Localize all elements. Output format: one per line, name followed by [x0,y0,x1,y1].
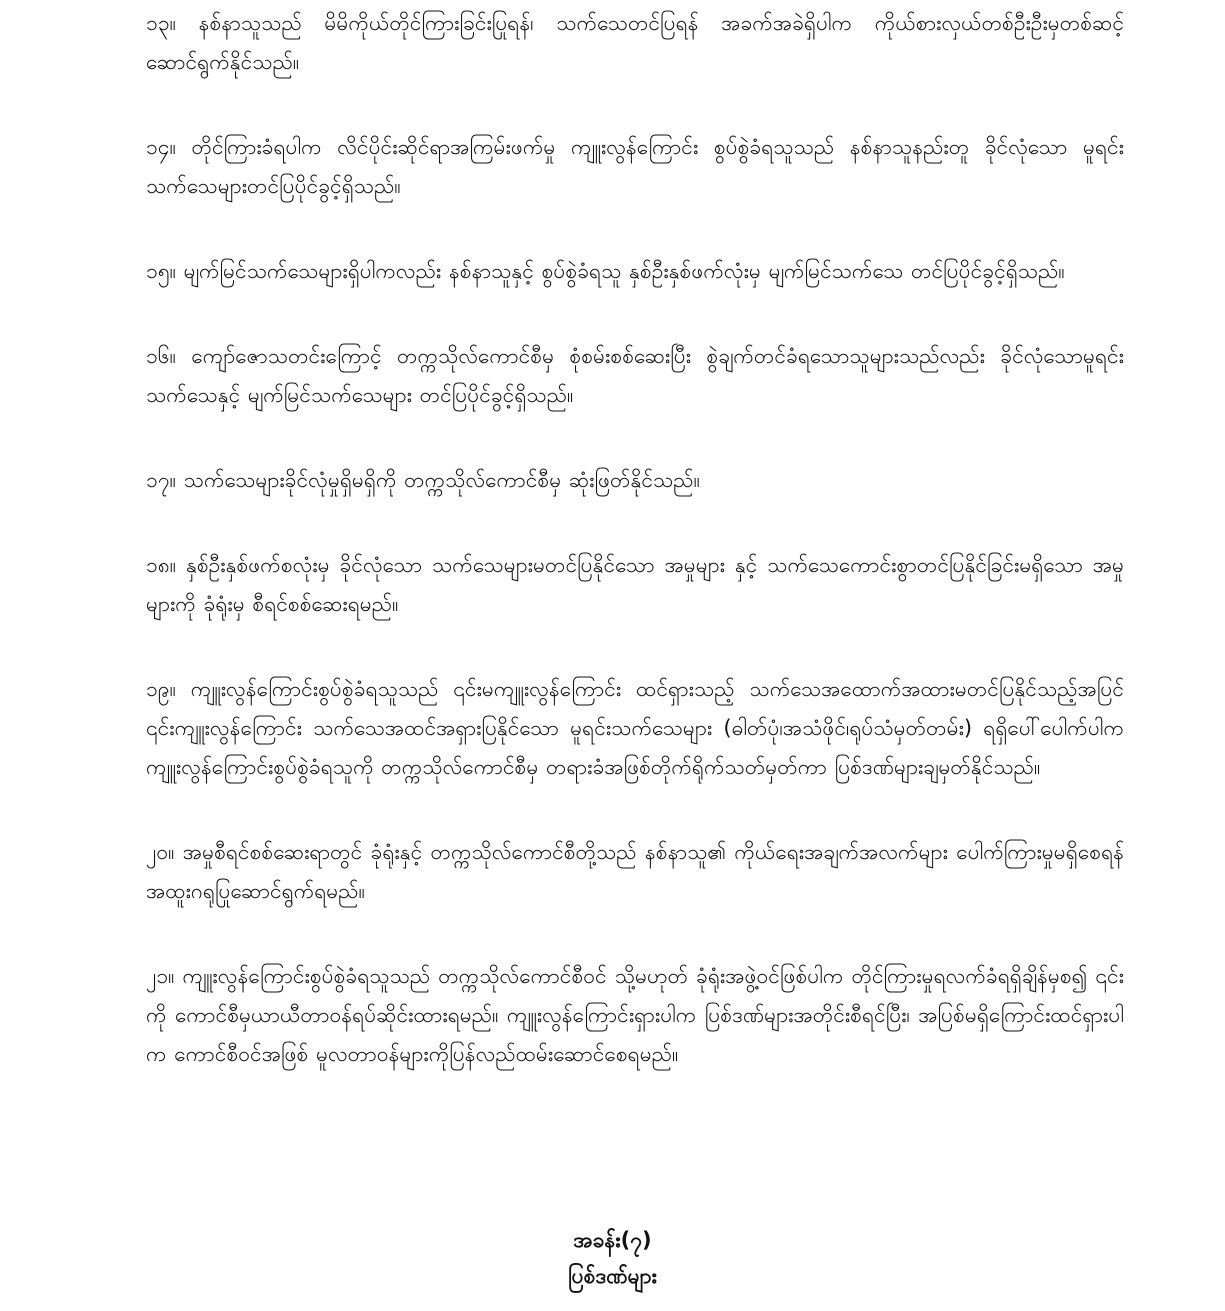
paragraph-15: ၁၅။ မျက်မြင်သက်သေများရှိပါကလည်း နစ်နာသူနှင့် စွပ်စွဲခံရသူ နှစ်ဦးနှစ်ဖက်လုံးမှ မျက်မြင်သက်သေ တင်ပြပိုင်ခွင့်ရှိသည်။ [146,259,1065,283]
paragraph-14: ၁၄။ တိုင်ကြားခံရပါက လိင်ပိုင်းဆိုင်ရာအကြမ်းဖက်မှု ကျူးလွန်ကြောင်း စွပ်စွဲခံရသူသည် နစ်နာသူနည်းတူ ခိုင်လုံသော မူရင်းသက်သေများတင်ပြပိုင်ခွင့်ရှိသည်။ [146,135,1124,198]
paragraph-16: ၁၆။ ကျော်ဇောသတင်းကြောင့် တက္ကသိုလ်ကောင်စီမှ စုံစမ်းစစ်ဆေးပြီး စွဲချက်တင်ခံရသောသူများသည်လည်း ခိုင်လုံသောမူရင်းသက်သေနှင့် မျက်မြင်သက်သေများ တင်ပြပိုင်ခွင့်ရှိသည်။ [146,344,1124,407]
paragraph-13: ၁၃။ နစ်နာသူသည် မိမိကိုယ်တိုင်ကြားခြင်းပြုရန်၊ သက်သေတင်ပြရန် အခက်အခဲရှိပါက ကိုယ်စားလှယ်တစ်ဦးဦးမှတစ်ဆင့် ဆောင်ရွက်နိုင်သည်။ [146,11,1124,74]
chapter-heading [0,1222,1225,1294]
chapter-title: ပြစ်ဒဏ်များ [568,1264,657,1288]
document-body [146,4,1124,1128]
paragraph-20: ၂၀။ အမှုစီရင်စစ်ဆေးရာတွင် ခုံရုံးနှင့် တက္ကသိုလ်ကောင်စီတို့သည် နစ်နာသူ၏ ကိုယ်ရေးအချက်အလက်များ ပေါက်ကြားမှုမရှိစေရန် အထူးဂရုပြုဆောင်ရွက်ရမည်။ [146,840,1124,903]
paragraph-17: ၁၇။ သက်သေများခိုင်လုံမှုရှိမရှိကို တက္ကသိုလ်ကောင်စီမှ ဆုံးဖြတ်နိုင်သည်။ [146,468,700,492]
paragraph-21: ၂၁။ ကျူးလွန်ကြောင်းစွပ်စွဲခံရသူသည် တက္ကသိုလ်ကောင်စီဝင် သို့မဟုတ် ခုံရုံးအဖွဲ့ဝင်ဖြစ်ပါက တိုင်ကြားမှုရလက်ခံရရှိချိန်မှစ၍ ၎င်းကို ကောင်စီမှယာယီတာဝန်ရပ်ဆိုင်းထားရမည်။ ကျူးလွန်ကြောင်းရှားပါက ပြစ်ဒဏ်များအတိုင်းစီရင်ပြီး၊ အပြစ်မရှိကြောင်းထင်ရှားပါက ကောင်စီဝင်အဖြစ် မူလတာဝန်များကိုပြန်လည်ထမ်းဆောင်စေရမည်။ [146,964,1124,1066]
chapter-number: အခန်း(၇) [573,1228,652,1252]
paragraph-19: ၁၉။ ကျူးလွန်ကြောင်းစွပ်စွဲခံရသူသည် ၎င်းမကျူးလွန်ကြောင်း ထင်ရှားသည့် သက်သေအထောက်အထားမတင်ပြနိုင်သည့်အပြင် ၎င်းကျူးလွန်ကြောင်း သက်သေအထင်အရှားပြနိုင်သော မူရင်းသက်သေများ (ဓါတ်ပုံ၊အသံဖိုင်၊ရုပ်သံမှတ်တမ်း) ရရှိပေါ်ပေါက်ပါက ကျူးလွန်ကြောင်းစွပ်စွဲခံရသူကို တက္ကသိုလ်ကောင်စီမှ တရားခံအဖြစ်တိုက်ရိုက်သတ်မှတ်ကာ ပြစ်ဒဏ်များချမှတ်နိုင်သည်။ [146,677,1124,779]
paragraph-18: ၁၈။ နှစ်ဦးနှစ်ဖက်စလုံးမှ ခိုင်လုံသော သက်သေများမတင်ပြနိုင်သော အမှုများ နှင့် သက်သေကောင်းစွာတင်ပြနိုင်ခြင်းမရှိသော အမှုများကို ခုံရုံးမှ စီရင်စစ်ဆေးရမည်။ [146,553,1124,616]
